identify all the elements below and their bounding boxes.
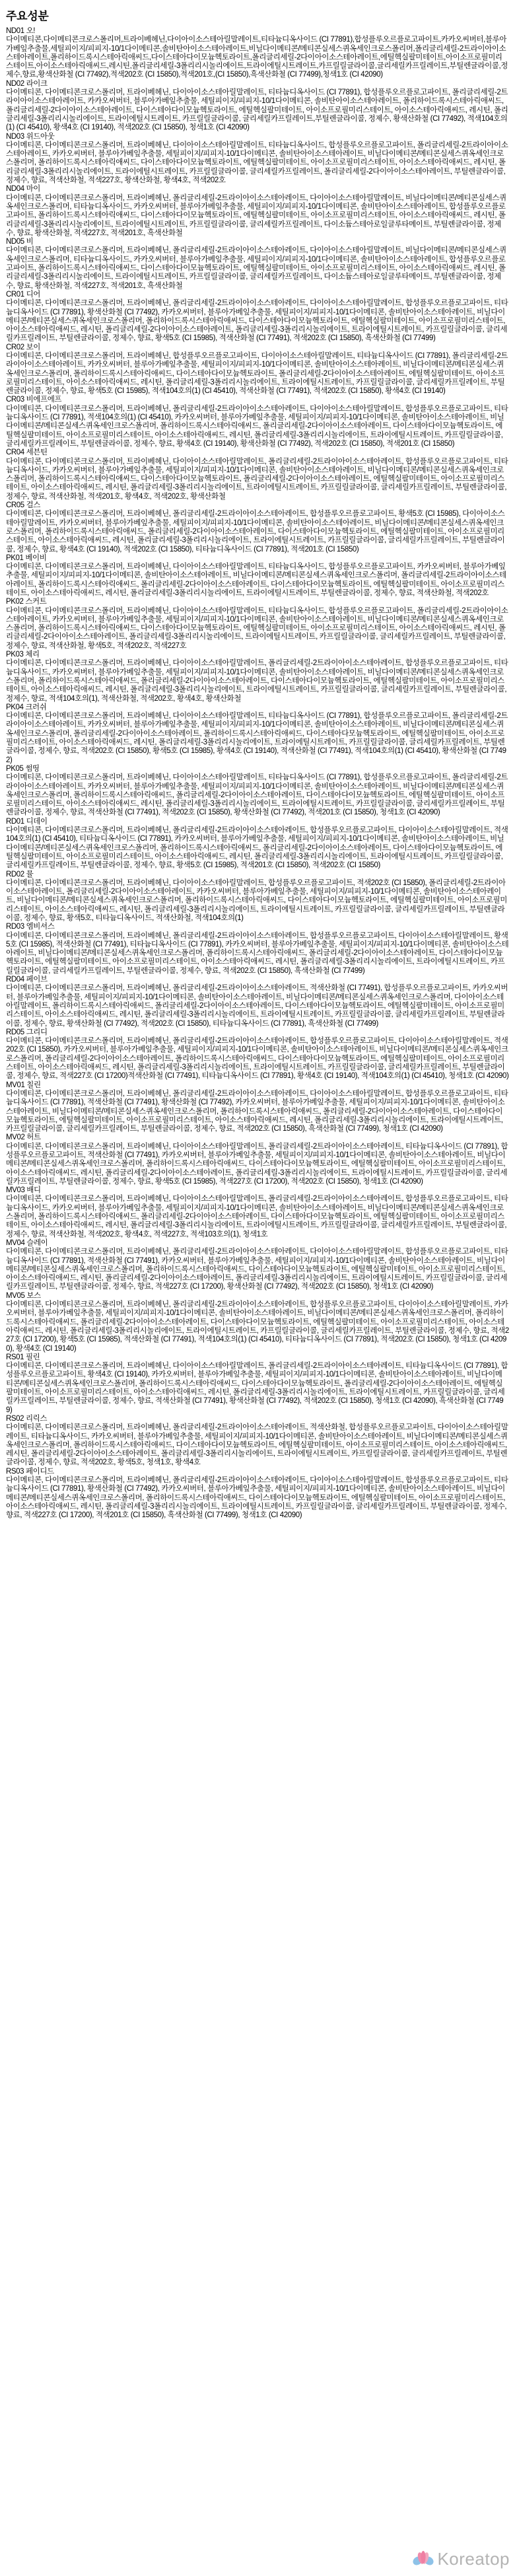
entry-heading-RS03: RS03 페이디드 bbox=[6, 1467, 54, 1476]
entry-ingredients-CR05: 다이메티콘, 다이메티콘크로스폴리머, 트라이베헤닌, 폴리글리세릴-2트라이아이소스테아레이트, 합성플루오르플로고파이트, 황색5호 (CI 15985), 다이아이소스테아릴말레이트, 카카오씨버터, 블루아가베잎추출물, 세틸피이지/피피지-10/1다이메티콘, 솔비탄아이소스테아레이트, 비닐다이메티콘/메티콘실세스퀴옥세인크로스폴리머, 폴리하이드록시스테아릭애씨드, 폴리글리세릴-2다이아이소스테아레이트, 다이스테아다이모늄헥토라이트, 에틸헥실팔미테이트, 아이소프로필미리스테이트, 아이소스테아릭애씨드, 레시틴, 폴리글리세릴-3폴리리시놀리에이트, 트라이에틸시트레이트, 카프릴릴글라이콜, 글리세릴카프릴레이트, 부틸렌글라이콜, 정제수, 향료, 황색4호 (CI 19140), 적색202호 (CI 15850), 티타늄디옥사이드 (CI 77891), 적색201호 (CI 15850) bbox=[6, 510, 505, 554]
entry-ingredients-ND04: 다이메티콘, 다이메티콘크로스폴리머, 트라이베헤닌, 폴리글리세릴-2트라이아이소스테아레이트, 다이아이소스테아릴말레이트, 비닐다이메티콘/메티콘실세스퀴옥세인크로스폴리머, 티타늄디옥사이드, 카카오씨버터, 블루아가베잎추출물, 세틸피이지/피피지-10/1다이메티콘, 솔비탄아이소스테아레이트, 합성플루오르플로고파이트, 폴리하이드록시스테아릭애씨드, 다이스테아다이모늄헥토라이트, 에틸헥실팔미테이트, 아이소프로필미리스테이트, 아이소스테아릭애씨드, 레시틴, 폴리글리세릴-3폴리리시놀리에이트, 트라이에틸시트레이트, 카프릴릴글라이콜, 글리세릴카프릴레이트, 다이소듐스테아로일글루타메이트, 부틸렌글라이콜, 정제수, 향료, 황색산화철, 적색227호, 적색201호, 흑색산화철 bbox=[6, 194, 506, 237]
entry-heading-RD04: RD04 페이브 bbox=[6, 976, 48, 984]
entry-heading-MV05: MV05 보스 bbox=[6, 1291, 41, 1300]
entry-ingredients-CR04: 다이메티콘, 다이메티콘크로스폴리머, 트라이베헤닌, 다이아이소스테아릴말레이트, 폴리글리세릴-2트라이아이소스테아레이트, 합성플루오르플로고파이트, 티타늄디옥사이드, 카카오씨버터, 블루아가베잎추출물, 세틸피이지/피피지-10/1다이메티콘, 솔비탄아이소스테아레이트, 비닐다이메티콘/메티콘실세스퀴옥세인크로스폴리머, 폴리하이드록시스테아릭애씨드, 다이스테아다이모늄헥토라이트, 폴리글리세릴-2다이아이소스테아레이트, 에틸헥실팔미테이트, 아이소프로필미리스테이트, 아이소스테아릭애씨드, 레시틴, 폴리글리세릴-3폴리리시놀리에이트, 트라이에틸시트레이트, 카프릴릴글라이콜, 글리세릴카프릴레이트, 부틸렌글라이콜, 정제수, 향료, 적색산화철, 적색201호, 황색4호, 적색202호, 황색산화철 bbox=[6, 457, 508, 501]
entry-heading-PK02: PK02 스커트 bbox=[6, 598, 47, 606]
entry-heading-ND04: ND04 마이 bbox=[6, 185, 41, 194]
entry-heading-RD01: RD01 디데이 bbox=[6, 817, 48, 826]
entry-ingredients-CR01: 다이메티콘, 다이메티콘크로스폴리머, 트라이베헤닌, 폴리글리세릴-2트라이아이소스테아레이트, 다이아이소스테아릴말레이트, 합성플루오르플로고파이트, 티타늄디옥사이드 (CI 77891), 황색산화철 (CI 77492), 카카오씨버터, 블루아가베잎추출물, 세틸피이지/피피지-10/1다이메티콘, 솔비탄아이소스테아레이트, 비닐다이메티콘/메티콘실세스퀴옥세인크로스폴리머, 폴리하이드록시스테아릭애씨드, 다이스테아다이모늄헥토라이트, 에틸헥실팔미테이트, 아이소프로필미리스테이트, 아이소스테아릭애씨드, 레시틴, 폴리글리세릴-2다이아이소스테아레이트, 폴리글리세릴-3폴리리시놀리에이트, 트라이에틸시트레이트, 카프릴릴글라이콜, 글리세릴카프릴레이트, 부틸렌글라이콜, 정제수, 향료, 황색5호 (CI 15985), 적색산화철 (CI 77491), 적색202호 (CI 15850), 흑색산화철 (CI 77499) bbox=[6, 299, 508, 343]
entry-heading-ND03: ND03 위드아웃 bbox=[6, 132, 55, 141]
entry-ingredients-CR02: 다이메티콘, 다이메티콘크로스폴리머, 트라이베헤닌, 합성플루오르플로고파이트, 다이아이소스테아릴말레이트, 티타늄디옥사이드 (CI 77891), 폴리글리세릴-2트라이아이소스테아레이트, 카카오씨버터, 블루아가베잎추출물, 세틸피이지/피피지-10/1다이메티콘, 솔비탄아이소스테아레이트, 비닐다이메티콘/메티콘실세스퀴옥세인크로스폴리머, 폴리하이드록시스테아릭애씨드, 다이스테아다이모늄헥토라이트, 폴리글리세릴-2다이아이소스테아레이트, 에틸헥실팔미테이트, 아이소프로필미리스테이트, 아이소스테아릭애씨드, 레시틴, 폴리글리세릴-3폴리리시놀리에이트, 트라이에틸시트레이트, 카프릴릴글라이콜, 글리세릴카프릴레이트, 부틸렌글라이콜, 정제수, 향료, 황색5호 (CI 15985), 적색104호의(1) (CI 45410), 적색산화철 (CI 77491), 적색202호 (CI 15850), 황색4호 (CI 19140) bbox=[6, 351, 508, 396]
entry-ingredients-CR03: 다이메티콘, 다이메티콘크로스폴리머, 트라이베헤닌, 폴리글리세릴-2트라이아이소스테아레이트, 다이아이소스테아릴말레이트, 합성플루오르플로고파이트, 티타늄디옥사이드 (CI 77891), 적색104호의(1) (CI 45410), 카카오씨버터, 블루아가베잎추출물, 세틸피이지/피피지-10/1다이메티콘, 솔비탄아이소스테아레이트, 비닐다이메티콘/메티콘실세스퀴옥세인크로스폴리머, 폴리하이드록시스테아릭애씨드, 폴리글리세릴-2다이아이소스테아레이트, 다이스테아다이모늄헥토라이트, 에틸헥실팔미테이트, 아이소프로필미리스테이트, 아이소스테아릭애씨드, 레시틴, 폴리글리세릴-3폴리리시놀리에이트, 트라이에틸시트레이트, 카프릴릴글라이콜, 글리세릴카프릴레이트, 부틸렌글라이콜, 정제수, 향료, 황색4호 (CI 19140), 황색산화철 (CI 77492), 적색202호 (CI 15850), 적색201호 (CI 15850) bbox=[6, 404, 508, 448]
entry-ingredients-MV03: 다이메티콘, 다이메티콘크로스폴리머, 트라이베헤닌, 다이아이소스테아릴말레이트, 폴리글리세릴-2트라이아이소스테아레이트, 합성플루오르플로고파이트, 티타늄디옥사이드, 카카오씨버터, 블루아가베잎추출물, 세틸피이지/피피지-10/1다이메티콘, 솔비탄아이소스테아레이트, 비닐다이메티콘/메티콘실세스퀴옥세인크로스폴리머, 폴리하이드록시스테아릭애씨드, 폴리글리세릴-2다이아이소스테아레이트, 다이스테아다이모늄헥토라이트, 에틸헥실팔미테이트, 아이소프로필미리스테이트, 아이소스테아릭애씨드, 레시틴, 폴리글리세릴-3폴리리시놀리에이트, 트라이에틸시트레이트, 카프릴릴글라이콜, 글리세릴카프릴레이트, 부틸렌글라이콜, 정제수, 향료, 적색산화철, 적색202호, 황색4호, 적색227호, 적색103호의(1), 청색1호 bbox=[6, 1195, 508, 1238]
entry-ingredients-PK05: 다이메티콘, 다이메티콘크로스폴리머, 트라이베헤닌, 다이아이소스테아릴말레이트, 티타늄디옥사이드 (CI 77891), 합성플루오르플로고파이트, 폴리글리세릴-2트라이아이소스테아레이트, 카카오씨버터, 블루아가베잎추출물, 세틸피이지/피피지-10/1다이메티콘, 솔비탄아이소스테아레이트, 비닐다이메티콘/메티콘실세스퀴옥세인크로스폴리머, 폴리하이드록시스테아릭애씨드, 폴리글리세릴-2다이아이소스테아레이트, 다이스테아다이모늄헥토라이트, 에틸헥실팔미테이트, 아이소프로필미리스테이트, 아이소스테아릭애씨드, 레시틴, 폴리글리세릴-3폴리리시놀리에이트, 트라이에틸시트레이트, 카프릴릴글라이콜, 글리세릴카프릴레이트, 부틸렌글라이콜, 정제수, 향료, 적색산화철 (CI 77491), 적색202호 (CI 15850), 황색산화철 (CI 77492), 적색201호 (CI 15850), 청색1호 (CI 42090) bbox=[6, 773, 508, 817]
entry-heading-PK03: PK03 체리 bbox=[6, 651, 40, 659]
entry-heading-MV02: MV02 허트 bbox=[6, 1133, 41, 1142]
entry-ingredients-RS01: 다이메티콘, 다이메티콘크로스폴리머, 트라이베헤닌, 다이아이소스테아릴말레이트, 폴리글리세릴-2트라이아이소스테아레이트, 티타늄디옥사이드 (CI 77891), 합성플루오르플로고파이트, 황색4호 (CI 19140), 카카오씨버터, 블루아가베잎추출물, 세틸피이지/피피지-10/1다이메티콘, 솔비탄아이소스테아레이트, 비닐다이메티콘/메티콘실세스퀴옥세인크로스폴리머, 폴리하이드록시스테아릭애씨드, 다이스테아다이모늄헥토라이트, 폴리글리세릴-2다이아이소스테아레이트, 에틸헥실팔미테이트, 아이소프로필미리스테이트, 아이소스테아릭애씨드, 레시틴, 폴리글리세릴-3폴리리시놀리에이트, 트라이에틸시트레이트, 카프릴릴글라이콜, 글리세릴카프릴레이트, 부틸렌글라이콜, 정제수, 향료, 적색산화철 (CI 77491), 황색산화철 (CI 77492), 적색202호 (CI 15850), 청색1호 (CI 42090), 흑색산화철 (CI 77499) bbox=[6, 1362, 508, 1414]
entry-heading-MV04: MV04 슬레이 bbox=[6, 1238, 48, 1247]
entry-heading-PK01: PK01 베이비 bbox=[6, 554, 47, 562]
entry-heading-CR03: CR03 비에프에프 bbox=[6, 396, 62, 404]
entry-heading-CR01: CR01 디어 bbox=[6, 290, 41, 299]
entry-heading-MV03: MV03 배디 bbox=[6, 1186, 41, 1195]
entry-ingredients-ND05: 다이메티콘, 다이메티콘크로스폴리머, 트라이베헤닌, 폴리글리세릴-2트라이아이소스테아레이트, 다이아이소스테아릴말레이트, 비닐다이메티콘/메티콘실세스퀴옥세인크로스폴리머, 티타늄디옥사이드, 카카오씨버터, 블루아가베잎추출물, 세틸피이지/피피지-10/1다이메티콘, 솔비탄아이소스테아레이트, 합성플루오르플로고파이트, 폴리하이드록시스테아릭애씨드, 다이스테아다이모늄헥토라이트, 에틸헥실팔미테이트, 아이소프로필미리스테이트, 아이소스테아릭애씨드, 레시틴, 폴리글리세릴-3폴리리시놀리에이트, 트라이에틸시트레이트, 카프릴릴글라이콜, 글리세릴카프릴레이트, 다이소듐스테아로일글루타메이트, 부틸렌글라이콜, 정제수, 향료, 황색산화철, 적색227호, 적색201호, 흑색산화철 bbox=[6, 246, 506, 290]
entry-ingredients-RS03: 다이메티콘, 다이메티콘크로스폴리머, 트라이베헤닌, 폴리글리세릴-2트라이아이소스테아레이트, 다이아이소스테아릴말레이트, 합성플루오르플로고파이트, 티타늄디옥사이드 (CI 77891), 황색산화철 (CI 77492), 카카오씨버터, 블루아가베잎추출물, 세틸피이지/피피지-10/1다이메티콘, 솔비탄아이소스테아레이트, 비닐다이메티콘/메티콘실세스퀴옥세인크로스폴리머, 폴리하이드록시스테아릭애씨드, 다이스테아다이모늄헥토라이트, 에틸헥실팔미테이트, 아이소프로필미리스테이트, 아이소스테아릭애씨드, 레시틴, 폴리글리세릴-3폴리리시놀리에이트, 트라이에틸시트레이트, 카프릴릴글라이콜, 글리세릴카프릴레이트, 부틸렌글라이콜, 정제수, 향료, 적색227호 (CI 17200), 적색201호 (CI 15850), 흑색산화철 (CI 77499), 청색1호 (CI 42090) bbox=[6, 1476, 508, 1520]
entry-ingredients-RD05: 다이메티콘, 다이메티콘크로스폴리머, 트라이베헤닌, 폴리글리세릴-2트라이아이소스테아레이트, 합성플루오르플로고파이트, 다이아이소스테아릴말레이트, 적색202호 (CI 15850), 카카오씨버터, 블루아가베잎추출물, 세틸피이지/피피지-10/1다이메티콘, 솔비탄아이소스테아레이트, 비닐다이메티콘/메티콘실세스퀴옥세인크로스폴리머, 폴리글리세릴-2다이아이소스테아레이트, 폴리하이드록시스테아릭애씨드, 다이스테아다이모늄헥토라이트, 에틸헥실팔미테이트, 아이소프로필미리스테이트, 아이소스테아릭애씨드, 레시틴, 폴리글리세릴-3폴리리시놀리에이트, 트라이에틸시트레이트, 카프릴릴글라이콜, 글리세릴카프릴레이트, 부틸렌글라이콜, 정제수, 향료, 적색227호 (CI 17200)적색산화철 (CI 77491), 티타늄디옥사이드 (CI 77891), 황색4호 (CI 19140), 적색104호의(1) (CI 45410), 청색1호 (CI 42090) bbox=[6, 1037, 509, 1081]
entry-ingredients-PK01: 다이메티콘, 다이메티콘크로스폴리머, 트라이베헤닌, 다이아이소스테아릴말레이트, 티타늄디옥사이드, 합성플루오르플로고파이트, 카카오씨버터, 블루아가베잎추출물, 세틸피이지/피피지-10/1다이메티콘, 솔비탄아이소스테아레이트, 비닐다이메티콘/메티콘실세스퀴옥세인크로스폴리머, 폴리글리세릴-2트라이아이소스테아레이트, 폴리하이드록시스테아릭애씨드, 폴리글리세릴-2다이아이소스테아레이트, 다이스테아다이모늄헥토라이트, 에틸헥실팔미테이트, 아이소프로필미리스테이트, 아이소스테아릭애씨드, 레시틴, 폴리글리세릴-3폴리리시놀리에이트, 트라이에틸시트레이트, 부틸렌글라이콜, 정제수, 향료, 적색산화철, 적색202호 bbox=[6, 563, 506, 597]
entry-ingredients-RD01: 다이메티콘, 다이메티콘크로스폴리머, 트라이베헤닌, 폴리글리세릴-2트라이아이소스테아레이트, 합성플루오르플로고파이트, 다이아이소스테아릴말레이트, 적색104호의(1) (CI 45410), 티타늄디옥사이드 (CI 77891), 카카오씨버터, 블루아가베잎추출물, 세틸피이지/피피지-10/1다이메티콘, 솔비탄아이소스테아레이트, 비닐다이메티콘/메티콘실세스퀴옥세인크로스폴리머, 폴리하이드록시스테아릭애씨드, 폴리글리세릴-2다이아이소스테아레이트, 다이스테아다이모늄헥토라이트, 에틸헥실팔미테이트, 아이소프로필미리스테이트, 아이소스테아릭애씨드, 레시틴, 폴리글리세릴-3폴리리시놀리에이트, 트라이에틸시트레이트, 카프릴릴글라이콜, 글리세릴카프릴레이트, 부틸렌글라이콜, 정제수, 향료, 황색5호 (CI 15985), 적색201호 (CI 15850), 적색202호 (CI 15850) bbox=[6, 826, 508, 870]
entry-heading-RS01: RS01 필린 bbox=[6, 1353, 40, 1361]
entry-ingredients-MV05: 다이메티콘, 다이메티콘크로스폴리머, 트라이베헤닌, 폴리글리세릴-2트라이아이소스테아레이트, 합성플루오르플로고파이트, 다이아이소스테아릴말레이트, 카카오씨버터, 블루아가베잎추출물, 세틸피이지/피피지-10/1다이메티콘, 솔비탄아이소스테아레이트, 비닐다이메티콘/메티콘실세스퀴옥세인크로스폴리머, 폴리하이드록시스테아릭애씨드, 폴리글리세릴-2다이아이소스테아레이트, 다이스테아다이모늄헥토라이트, 에틸헥실팔미테이트, 아이소프로필미리스테이트, 아이소스테아릭애씨드, 레시틴, 폴리글리세릴-3폴리리시놀리에이트, 트라이에틸시트레이트, 카프릴릴글라이콜, 글리세릴카프릴레이트, 부틸렌글라이콜, 정제수, 향료, 적색227호 (CI 17200), 황색5호 (CI 15985), 적색산화철 (CI 77491), 적색104호의(1) (CI 45410), 티타늄디옥사이드 (CI 77891), 적색202호 (CI 15850), 청색1호 (CI 42090), 황색4호 (CI 19140) bbox=[6, 1301, 509, 1353]
entry-ingredients-ND02: 다이메티콘, 다이메티콘크로스폴리머, 트라이베헤닌, 다이아이소스테아릴말레이트, 티타늄디옥사이드 (CI 77891), 합성플루오르플로고파이트, 폴리글리세릴-2트라이아이소스테아레이트, 카카오씨버터, 블루아가베잎추출물, 세틸피이지/피피지-10/1다이메티콘, 솔비탄아이소스테아레이트, 폴리하이드록시스테아릭애씨드, 폴리글리세릴-2다이아이소스테아레이트, 다이스테아다이모늄헥토라이트, 에틸헥실팔미테이트, 아이소프로필미리스테이트, 아이소스테아릭애씨드, 레시틴, 폴리글리세릴-3폴리리시놀리에이트, 트라이에틸시트레이트, 카프릴릴글라이콜, 글리세릴카프릴레이트,부틸렌글라이콜, 정제수, 황색산화철 (CI 77492), 적색104호의(1) (CI 45410), 황색4호 (CI 19140), 적색202호 (CI 15850), 청색1호 (CI 42090) bbox=[6, 89, 508, 132]
entry-ingredients-PK03: 다이메티콘, 다이메티콘크로스폴리머, 트라이베헤닌, 다이아이소스테아릴말레이트, 폴리글리세릴-2트라이아이소스테아레이트, 합성플루오르플로고파이트, 티타늄디옥사이드, 카카오씨버터, 블루아가베잎추출물, 세틸피이지/피피지-10/1다이메티콘, 솔비탄아이소스테아레이트, 비닐다이메티콘/메티콘실세스퀴옥세인크로스폴리머, 폴리하이드록시스테아릭애씨드, 폴리글리세릴-2다이아이소스테아레이트, 다이스테아다이모늄헥토라이트, 에틸헥실팔미테이트, 아이소프로필미리스테이트, 아이소스테아릭애씨드, 레시틴, 폴리글리세릴-3폴리리시놀리에이트, 트라이에틸시트레이트, 카프릴릴글라이콜, 글리세릴카프릴레이트, 부틸렌글라이콜, 정제수, 향료, 적색104호의(1), 적색산화철, 적색202호, 황색4호, 황색산화철 bbox=[6, 659, 508, 703]
entry-ingredients-RD03: 다이메티콘, 다이메티콘크로스폴리머, 트라이베헤닌, 폴리글리세릴-2트라이아이소스테아레이트, 합성플루오르플로고파이트, 다이아이소스테아릴말레이트, 황색5호 (CI 15985), 적색산화철 (CI 77491), 티타늄디옥사이드 (CI 77891), 카카오씨버터, 블루아가베잎추출물, 세틸피이지/피피지-10/1다이메티콘, 솔비탄아이소스테아레이트, 비닐다이메티콘/메티콘실세스퀴옥세인크로스폴리머, 폴리하이드록시스테아릭애씨드, 폴리글리세릴-2다이아이소스테아레이트, 다이스테아다이모늄헥토라이트, 에틸헥실팔미테이트, 아이소프로필미리스테이트, 아이소스테아릭애씨드, 레시틴, 폴리글리세릴-3폴리리시놀리에이트, 트라이에틸시트레이트, 카프릴릴글라이콜, 글리세릴카프릴레이트, 부틸렌글라이콜, 정제수, 향료, 적색202호 (CI 15850), 흑색산화철 (CI 77499) bbox=[6, 931, 509, 975]
entry-ingredients-MV04: 다이메티콘, 다이메티콘크로스폴리머, 트라이베헤닌, 폴리글리세릴-2트라이아이소스테아레이트, 다이아이소스테아릴말레이트, 합성플루오르플로고파이트, 티타늄디옥사이드 (CI 77891), 적색산화철 (CI 77491), 카카오씨버터, 블루아가베잎추출물, 세틸피이지/피피지-10/1다이메티콘, 솔비탄아이소스테아레이트, 비닐다이메티콘/메티콘실세스퀴옥세인크로스폴리머, 폴리하이드록시스테아릭애씨드, 다이스테아다이모늄헥토라이트, 에틸헥실팔미테이트, 아이소프로필미리스테이트, 아이소스테아릭애씨드, 레시틴, 폴리글리세릴-2다이아이소스테아레이트, 폴리글리세릴-3폴리리시놀리에이트, 트라이에틸시트레이트, 카프릴릴글라이콜, 글리세릴카프릴레이트, 부틸렌글라이콜, 정제수, 향료, 적색227호 (CI 17200), 황색산화철 (CI 77492), 적색202호 (CI 15850), 청색1호 (CI 42090) bbox=[6, 1248, 508, 1291]
ingredient-entry-list bbox=[6, 27, 509, 1520]
entry-heading-RD03: RD03 엠비셔스 bbox=[6, 923, 55, 931]
page-title: 주요성분 bbox=[6, 10, 49, 22]
lotus-icon bbox=[412, 2548, 434, 2569]
watermark-brand-text: Koreatop bbox=[437, 2548, 510, 2569]
entry-heading-CR02: CR02 보이 bbox=[6, 343, 41, 351]
entry-ingredients-RD04: 다이메티콘, 다이메티콘크로스폴리머, 트라이베헤닌, 폴리글리세릴-2트라이아이소스테아레이트, 적색산화철 (CI 77491), 합성플루오르플로고파이트, 카카오씨버터, 블루아가베잎추출물, 세틸피이지/피피지-10/1다이메티콘, 솔비탄아이소스테아레이트, 비닐다이메티콘/메티콘실세스퀴옥세인크로스폴리머, 다이아이소스테아릴말레이트, 폴리하이드록시스테아릭애씨드, 폴리글리세릴-2다이아이소스테아레이트, 다이스테아다이모늄헥토라이트, 에틸헥실팔미테이트, 아이소프로필미리스테이트, 아이소스테아릭애씨드, 레시틴, 폴리글리세릴-3폴리리시놀리에이트, 트라이에틸시트레이트, 카프릴릴글라이콜, 글리세릴카프릴레이트, 부틸렌글라이콜, 정제수, 향료, 황색산화철 (CI 77492), 적색202호 (CI 15850), 티타늄디옥사이드 (CI 77891), 흑색산화철 (CI 77499) bbox=[6, 984, 508, 1028]
entry-ingredients-RS02: 다이메티콘, 다이메티콘크로스폴리머, 트라이베헤닌, 폴리글리세릴-2트라이아이소스테아레이트, 적색산화철, 합성플루오르플로고파이트, 다이아이소스테아릴말레이트, 티타늄디옥사이드, 카카오씨버터, 블루아가베잎추출물, 세틸피이지/피피지-10/1다이메티콘, 솔비탄아이소스테아레이트, 비닐다이메티콘/메티콘실세스퀴옥세인크로스폴리머, 폴리하이드록시스테아릭애씨드, 다이스테아다이모늄헥토라이트, 에틸헥실팔미테이트, 아이소프로필미리스테이트, 아이소스테아릭애씨드, 레시틴, 폴리글리세릴-2다이아이소스테아레이트, 폴리글리세릴-3폴리리시놀리에이트, 트라이에틸시트레이트, 카프릴릴글라이콜, 글리세릴카프릴레이트, 부틸렌글라이콜, 정제수, 향료, 적색202호, 황색5호, 청색1호, 황색4호 bbox=[6, 1423, 508, 1467]
entry-heading-ND02: ND02 라이크 bbox=[6, 79, 48, 88]
entry-ingredients-MV02: 다이메티콘, 다이메티콘크로스폴리머, 트라이베헤닌, 다이아이소스테아릴말레이트, 폴리글리세릴-2트라이아이소스테아레이트, 티타늄디옥사이드 (CI 77891), 합성플루오르플로고파이트, 적색산화철 (CI 77491), 카카오씨버터, 블루아가베잎추출물, 세틸피이지/피피지-10/1다이메티콘, 솔비탄아이소스테아레이트, 비닐다이메티콘/메티콘실세스퀴옥세인크로스폴리머, 폴리하이드록시스테아릭애씨드, 다이스테아다이모늄헥토라이트, 에틸헥실팔미테이트, 아이소프로필미리스테이트, 아이소스테아릭애씨드, 레시틴, 폴리글리세릴-2다이아이소스테아레이트, 폴리글리세릴-3폴리리시놀리에이트, 트라이에틸시트레이트, 카프릴릴글라이콜, 글리세릴카프릴레이트, 부틸렌글라이콜, 정제수, 향료, 황색5호 (CI 15985), 적색227호 (CI 17200), 적색202호 (CI 15850), 청색1호 (CI 42090) bbox=[6, 1142, 508, 1186]
entry-heading-RD05: RD05 그리디 bbox=[6, 1028, 48, 1036]
entry-heading-PK05: PK05 썸띵 bbox=[6, 764, 40, 773]
entry-ingredients-PK02: 다이메티콘, 다이메티콘크로스폴리머, 트라이베헤닌, 다이아이소스테아릴말레이트, 티타늄디옥사이드, 합성플루오르플로고파이트, 폴리글리세릴-2트라이아이소스테아레이트, 카카오씨버터, 블루아가베잎추출물, 세틸피이지/피피지-10/1다이메티콘, 솔비탄아이소스테아레이트, 비닐다이메티콘/메티콘실세스퀴옥세인크로스폴리머, 폴리하이드록시스테아릭애씨드, 다이스테아다이모늄헥토라이트, 에틸헥실팔미테이트, 아이소프로필미리스테이트, 아이소스테아릭애씨드, 레시틴, 폴리글리세릴-2다이아이소스테아레이트, 폴리글리세릴-3폴리리시놀리에이트, 트라이에틸시트레이트, 카프릴릴글라이콜, 글리세릴카프릴레이트, 부틸렌글라이콜, 정제수, 향료, 적색산화철, 황색5호, 적색202호, 적색227호 bbox=[6, 606, 508, 650]
entry-ingredients-MV01: 다이메티콘, 다이메티콘크로스폴리머, 트라이베헤닌, 폴리글리세릴-2트라이아이소스테아레이트, 다이아이소스테아릴말레이트, 합성플루오르플로고파이트, 티타늄디옥사이드 (CI 77891), 적색산화철 (CI 77491), 황색산화철 (CI 77492), 카카오씨버터, 블루아가베잎추출물, 세틸피이지/피피지-10/1다이메티콘, 솔비탄아이소스테아레이트, 비닐다이메티콘/메티콘실세스퀴옥세인크로스폴리머, 폴리하이드록시스테아릭애씨드, 폴리글리세릴-2다이아이소스테아레이트, 다이스테아다이모늄헥토라이트, 에틸헥실팔미테이트, 아이소프로필미리스테이트, 아이소스테아릭애씨드, 레시틴, 폴리글리세릴-3폴리리시놀리에이트, 트라이에틸시트레이트, 카프릴릴글라이콜, 글리세릴카프릴레이트, 부틸렌글라이콜, 정제수, 향료, 적색202호 (CI 15850), 흑색산화철 (CI 77499), 청색1호 (CI 42090) bbox=[6, 1089, 508, 1133]
entry-ingredients-RD02: 다이메티콘, 다이메티콘크로스폴리머, 트라이베헤닌, 다이아이소스테아릴말레이트, 합성플루오르플로고파이트, 적색202호 (CI 15850), 폴리글리세릴-2트라이아이소스테아레이트, 폴리글리세릴-2다이아이소스테아레이트, 카카오씨버터, 블루아가베잎추출물, 세틸피이지/피피지-10/1다이메티콘, 솔비탄아이소스테아레이트, 비닐다이메티콘/메티콘실세스퀴옥세인크로스폴리머, 폴리하이드록시스테아릭애씨드, 다이스테아다이모늄헥토라이트, 에틸헥실팔미테이트, 아이소프로필미리스테이트, 아이소스테아릭애씨드, 레시틴, 폴리글리세릴-3폴리리시놀리에이트, 트라이에틸시트레이트, 카프릴릴글라이콜, 글리세릴카프릴레이트, 부틸렌글라이콜, 정제수, 향료, 황색5호, 티타늄디옥사이드, 적색산화철, 적색104호의(1) bbox=[6, 878, 507, 922]
entry-heading-RD02: RD02 뮬 bbox=[6, 870, 34, 878]
entry-ingredients-ND01: 다이메티콘,다이메티콘크로스폴리머,트라이베헤닌,다이아이소스테아릴말레이트,티타늄디옥사이드 (CI 77891),합성플루오르플로고파이트,카카오씨버터,블루아가베잎추출물,세틸피이지/피피지-10/1다이메티콘,솔비탄아이소스테아레이트,비닐다이메티콘/메티콘실세스퀴옥세인크로스폴리머,폴리글리세릴-2트라이아이소스테아레이트,폴리하이드록시스테아릭애씨드,다이스테아다이모늄헥토라이트,폴리글리세릴-2다이아이소스테아레이트,에틸헥실팔미테이트,아이소프로필미리스테이트,아이소스테아릭애씨드,레시틴,폴리글리세릴-3폴리리시놀리에이트,트라이에틸시트레이트,카프릴릴글라이콜,글리세릴카프릴레이트,부틸렌글라이콜,정제수,향료,황색산화철 (CI 77492),적색202호 (CI 15850),적색201호,(CI 15850),흑색산화철 (CI 77499),청색1호 (CI 42090) bbox=[6, 36, 508, 79]
entry-heading-CR05: CR05 걸스 bbox=[6, 501, 41, 510]
entry-heading-ND05: ND05 비 bbox=[6, 238, 34, 246]
entry-heading-ND01: ND01 오! bbox=[6, 27, 36, 35]
entry-ingredients-ND03: 다이메티콘, 다이메티콘크로스폴리머, 트라이베헤닌, 다이아이소스테아릴말레이트, 티타늄디옥사이드, 합성플루오르플로고파이트, 폴리글리세릴-2트라이아이소스테아레이트, 카카오씨버터, 블루아가베잎추출물, 세틸피이지/피피지-10/1다이메티콘, 솔비탄아이소스테아레이트, 비닐다이메티콘/메티콘실세스퀴옥세인크로스폴리머, 폴리하이드록시스테아릭애씨드, 다이스테아다이모늄헥토라이트, 에틸헥실팔미테이트, 아이소프로필미리스테이트, 아이소스테아릭애씨드, 레시틴, 폴리글리세릴-3폴리리시놀리에이트, 트라이에틸시트레이트, 카프릴릴글라이콜, 글리세릴카프릴레이트, 폴리글리세릴-2다이아이소스테아레이트, 부틸렌글라이콜, 정제수, 향료, 적색산화철, 적색227호, 황색산화철, 황색4호, 적색202호 bbox=[6, 141, 508, 185]
watermark bbox=[412, 2548, 510, 2569]
entry-heading-CR04: CR04 세븐틴 bbox=[6, 448, 48, 457]
entry-heading-PK04: PK04 크러쉬 bbox=[6, 703, 47, 711]
entry-heading-MV01: MV01 칠린 bbox=[6, 1081, 41, 1089]
entry-ingredients-PK04: 다이메티콘, 다이메티콘크로스폴리머, 트라이베헤닌, 다이아이소스테아릴말레이트, 티타늄디옥사이드 (CI 77891), 합성플루오르플로고파이트, 폴리글리세릴-2트라이아이소스테아레이트, 카카오씨버터, 블루아가베잎추출물, 세틸피이지/피피지-10/1다이메티콘, 솔비탄아이소스테아레이트, 비닐다이메티콘/메티콘실세스퀴옥세인크로스폴리머, 폴리글리세릴-2다이아이소스테아레이트, 폴리하이드록시스테아릭애씨드, 다이스테아다모늄헥토라이트, 에틸헥실팔미테이트, 아이소프로필미리스테이트, 아이소스테아릭애씨드, 레시틴, 폴리글리세릴-3폴리리시놀리에이트, 트라이에틸시트레이트, 카프릴릴글라이콜, 글리세릴카프릴레이트, 부틸렌글라이콜, 정제수, 향료, 적색202호 (CI 15850), 황색5호 (CI 15985), 황색4호 (CI 19140), 적색산화철 (CI 77491), 적색104호의(1) (CI 45410), 황색산화철 (CI 77492) bbox=[6, 712, 508, 764]
entry-heading-RS02: RS02 리릭스 bbox=[6, 1414, 48, 1423]
